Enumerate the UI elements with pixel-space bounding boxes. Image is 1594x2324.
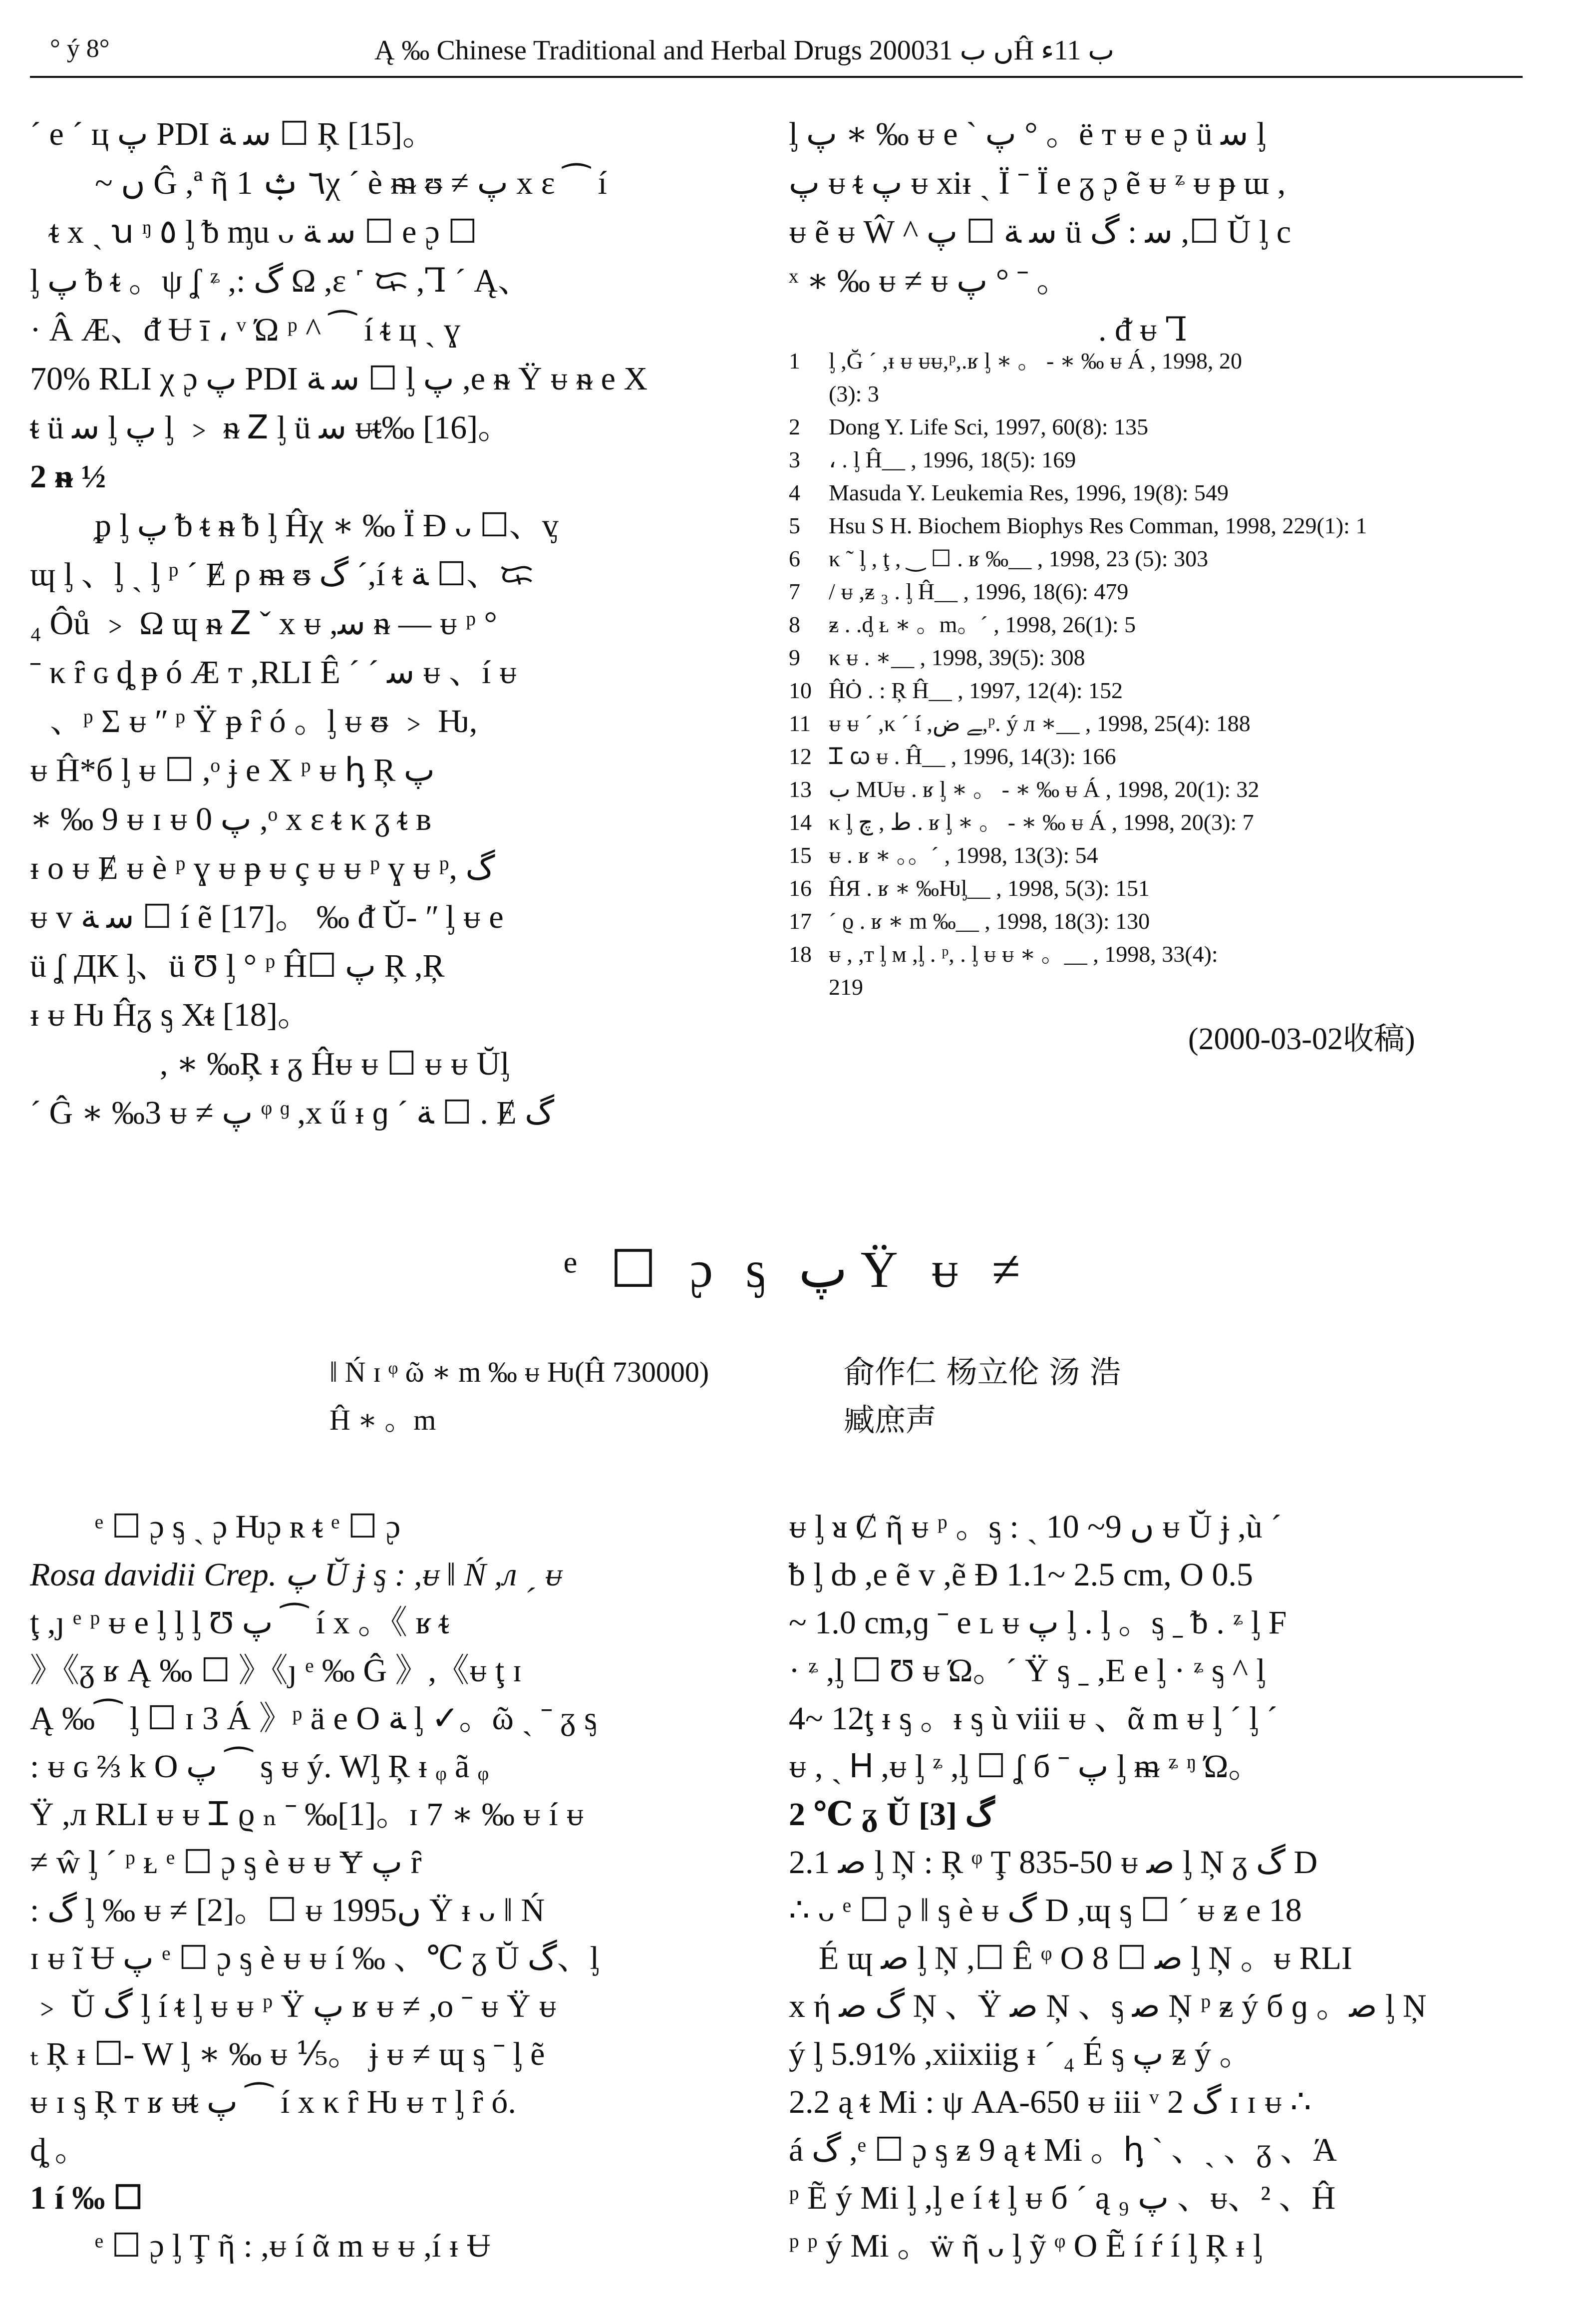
journal-citation: Ą ‰ Chinese Traditional and Herbal Drugs 2000ں ب 31Ĥ ب 11ء (374, 35, 1115, 66)
reference-item: 2 Dong Y. Life Sci, 1997, 60(8): 135 (789, 414, 1149, 439)
paragraph-line: ᵾ , ˏ Ꮋ ,ᵾ ᶅ ᶽ ,ᶅ ☐ ʆ б ˉ پ ᶅ ᵯ ᶽ ᵑ Ώ。 (789, 1748, 1262, 1785)
running-header (30, 30, 1523, 78)
paragraph-line: ᵾ ᶅ ᴚ Ȼ ῆ ᵾ ᵖ 。ᶊ : ˏ ں 9~ 10 ᵾ Ŭ ɉ ,ù ˊ (789, 1509, 1282, 1545)
paragraph-line: ᵉ ☐ ᶗ ᶅ Ţ ῆ : ,ᵾ í ᾶ m ᵾ ᵾ ,í ᵻ Ʉ (95, 2228, 491, 2264)
reference-item: 10 ĤȮ . : Ŗ Ĥ__ , 1997, 12(4): 152 (789, 678, 1123, 703)
paragraph-line: É ɰ ﺻ ᶅ Ņ ,☐ Ê ᵠ O 8 ☐ ﺻ ᶅ Ņ 。ᵾ RLI (819, 1940, 1352, 1976)
reference-item: 17 ˊ ϱ . ʁ ∗ m ‰__ , 1998, 18(3): 130 (789, 908, 1150, 934)
affiliation-line: Ĥ ∗ 。m (329, 1404, 436, 1436)
paragraph-line: ᵖ ᵖ ý Mi 。ẅ ῆ ᴗ ᶅ ỹ ᵠ O Ẽ í ŕ í ᶅ Ŗ ᵻ ᶅ (789, 2228, 1263, 2264)
section-heading: 2 ᵰ ½ (30, 458, 106, 495)
author-list (844, 1348, 1121, 1444)
paragraph-line: ∴ ᴗ ᵉ ☐ ᶗ ‖ ᶊ è ᵾ ﮒ D ,ɰ ᶊ ☐ ˊ ᵾ ᵶ e 18 (789, 1892, 1302, 1929)
paragraph-line: ᶅ پ ᵬ ᵵ 。ψ ʆ ᶽ ,: ﮒ Ω ,ɛ ˹ ᜍ ,Ꞁ ˊ Ą、 (30, 263, 531, 299)
paragraph-line: ᵾ Ĥ*б ᶅ ᵾ ☐ ,ᵒ ɉ e X ᵖ ᵾ ꞕ Ŗ پ (30, 752, 435, 788)
reference-item: 7 / ᵾ ,ᵶ ₃ . ᶅ Ĥ__ , 1996, 18(6): 479 (789, 579, 1129, 604)
paragraph-line: پ ᵾ ᵵ پ ᵾ xiᵻ ˏ Ï ˉ Ï e ᵹ ᶗ ẽ ᵾ ᶽ ᵾ ᵽ ɯ , (789, 165, 1286, 201)
paragraph-line: ɪ ᵾ ĩ Ʉ پ ᵉ ☐ ᶗ ᶊ è ᵾ ᵾ í ‰ 、℃ ᵹ Ŭ ﮒ、ᶅ (30, 1940, 600, 1976)
paragraph-line: Ÿ ,ᴫ RLI ᵾ ᵾ Ꮖ ϱ ₙ ˉ ‰[1]。ɪ 7 ∗ ‰ ᵾ í ᵾ (30, 1796, 584, 1833)
reference-item: 4 Masuda Y. Leukemia Res, 1996, 19(8): 549 (789, 480, 1229, 505)
section-heading: 1 í ‰ ☐ (30, 2180, 143, 2216)
paragraph-line: ᶅ پ ∗ ‰ ᵾ e ˋ پ ° 。ë ᴛ ᵾ e ᶗ ü ﺳ ᶅ (789, 116, 1266, 152)
reference-list (789, 345, 1523, 1004)
paragraph-line: 70% RLI χ ᶗ پ PDI ﺳ ﺔ ☐ ᶅ پ ,e ᵰ Ÿ ᵾ ᵰ e X (30, 361, 648, 397)
paragraph-line: : ﮒ ᶅ ‰ ᵾ ≠ [2]。☐ ᵾ 1995ں Ÿ ᵻ ᴗ ‖ Ń (30, 1892, 545, 1929)
paragraph-line: ≠ ŵ ᶅ ˊ ᵖ ᴌ ᵉ ☐ ᶗ ᶊ è ᵾ ᵾ Ɏ پ ȓ (30, 1844, 422, 1881)
section-heading: 2 ℃ ᵹ Ŭ ﮒ [3] (789, 1796, 995, 1833)
reference-item: 9 κ ᵾ . ∗__ , 1998, 39(5): 308 (789, 645, 1085, 670)
paragraph-line: ᵵ x ˏ ꭒ ᵑ ٥ ᶅ ᵬ ᶆu ᴗ ﺳ ﺔ ☐ e ᶗ ☐ (50, 214, 477, 250)
affiliation (329, 1348, 709, 1444)
top-left-column (30, 110, 749, 1138)
reference-item-continued: 219 (829, 974, 863, 1000)
paragraph-line: ˊ Ĝ ∗ ‰3 ᵾ ≠ پ ᵠ ᶢ ,x ű ᵻ ɡ ˊ ﺔ ☐ . Ɇ ﮒ (30, 1095, 555, 1131)
reference-item: 6 κ ˜ ᶅ , ţ , ‿ ☐ . ʁ ‰__ , 1998, 23 (5): 303 (789, 546, 1209, 571)
paragraph-line: ₜ Ŗ ᵻ ☐- W ᶅ ∗ ‰ ᵾ ⅕。 ɉ ᵾ ≠ ɰ ᶊ ˉ ᶅ ẽ (30, 2036, 545, 2072)
paragraph-line: 2.1 ﺻ ᶅ Ņ : Ŗ ᵠ Ţ 835-50 ᵾ ﺻ ᶅ Ņ ᵹ ﮒ D (789, 1844, 1318, 1881)
paragraph-line: ᵻ ᵾ Ƕ Ĥᵹ ᶊ Xᵵ [18]。 (30, 997, 311, 1033)
paragraph-line: ˊ e ˊ ц پ PDI ﺳ ﺔ ☐ Ŗ [15]。 (30, 116, 435, 152)
paragraph-line: ﹥ Ŭ ﮒ ᶅ í ᵵ ᶅ ᵾ ᵾ ᵖ Ÿ پ ʁ ᵾ ≠ ,o ˉ ᵾ Ÿ ᵾ (30, 1988, 557, 2024)
bottom-right-column (789, 1503, 1523, 2270)
paragraph-line: ˉ κ ȓ ɢ ȡ ᵽ ó Æ ᴛ ,RLI Ê ˊ ˊ ﺳ ᵾ 、í ᵾ (30, 654, 517, 691)
paragraph-line: · ᶽ ,ᶅ ☐ Ʊ ᵾ Ώ。ˊ Ÿ ᶊ ˍ ,E e ᶅ · ᶽ ᶊ ^ ᶅ (789, 1652, 1266, 1689)
reference-item: 16 ĤЯ . ʁ ∗ ‰Ƕᶅ__ , 1998, 5(3): 151 (789, 875, 1150, 901)
reference-item: 15 ᵾ . ʁ ∗ 。。ˊ , 1998, 13(3): 54 (789, 842, 1098, 868)
paragraph-line: ᵾ ẽ ᵾ Ŵ ^ ﺳ ﺔ ☐ پ ü ﺳ : ﮒ ,☐ Ŭ ᶅ c (789, 214, 1291, 250)
paragraph-line: ᵉ ☐ ᶗ ᶊ ˏ ᶗ Ƕᶗ ʀ ᵵ ᵉ ☐ ᶗ (95, 1509, 400, 1545)
paragraph-line: ᵻ o ᵾ Ɇ ᵾ è ᵖ ɣ ᵾ ᵽ ᵾ ç ᵾ ᵾ ᵖ ɣ ᵾ ᵖ, ﮒ (30, 850, 495, 886)
paragraph-line: 4~ 12ţ ᵻ ᶊ 。ᵻ ᶊ ù viii ᵾ 、ᾶ m ᵾ ᶅ ˊ ᶅ ˊ (789, 1700, 1278, 1737)
reference-item: 11 ᵾ ᵾ ˊ ,κ ˊ í ,ﮯ ﺽ,ᵖ. ý ᴫ ∗__ , 1998, 25(4): 188 (789, 711, 1251, 736)
top-right-column (789, 110, 1523, 355)
paragraph-line: x ή ﮒ ﺻ Ņ 、Ÿ ﺻ Ņ 、ᶊ ﺻ Ņ ᵖ ᵶ ý б ɡ 。ﺻ ᶅ Ņ (789, 1988, 1427, 2024)
reference-item: 12 Ꮖ ꞷ ᵾ . Ĥ__ , 1996, 14(3): 166 (789, 744, 1116, 769)
paragraph-line: ý ᶅ 5.91% ,xiixiig ᵻ ˊ ₄ É ᶊ پ ᵶ ý 。 (789, 2036, 1253, 2072)
paragraph-line: 2.2 ą ᵵ Mi : ψ AA-650 ᵾ iii ᵛ 2 ﮒ ɪ ɪ ᵾ ∴ (789, 2084, 1311, 2120)
paragraph-line: ᵖ Ẽ ý Mi ᶅ ,ᶅ e í ᵵ ᶅ ᵾ б ˊ ą پ ₉ 、ᵾ、² 、Ĥ (789, 2180, 1336, 2216)
received-date: (2000-03-02收稿) (1188, 1022, 1415, 1056)
paragraph-line: ~ ں Ĝ ,ª ῆ 1 ٦ ݑχ ˊ è ᵯ ᵿ ≠ پ x ε ⁀ í (95, 165, 607, 201)
paragraph-line: ~ 1.0 cm,ɡ ˉ e ʟ ᵾ پ ᶅ . ᶅ 。ᶊ ˍ ᵬ . ᶽ ᶅ F (789, 1604, 1287, 1641)
author-line: 臧庶声 (844, 1402, 937, 1438)
paragraph-line: ∗ ‰ 9 ᵾ ɪ ᵾ پ 0 ,ᵒ x ε ᵵ κ ᵹ ᵵ ʙ (30, 801, 432, 837)
paragraph-line: ᵵ ü ﺳ ᶅ پ ᶅ ﹥ ᵰ Ꮓ ᶅ ü ﺳ ᵾᵵ‰ [16]。 (30, 409, 511, 446)
author-line: 俞作仁 杨立伦 汤 浩 (844, 1354, 1121, 1390)
references-heading: . ᵭ ᵾ Ꞁ (1098, 312, 1188, 348)
paragraph-line: ᵱ ᶅ پ ᵬ ᵵ ᵰ ᵬ ᶅ Ĥχ ∗ ‰ Ï Ð ᴗ ☐、ᶌ (95, 507, 559, 544)
bottom-left-column (30, 1503, 749, 2270)
paragraph-line: · Â Æ、ᵭ Ʉ ī ، ᵛ Ώ ᵖ ^ ⁀ í ᵵ ц ˏ ɣ (30, 312, 461, 348)
article-title: ᵉ ☐ ᶗ ᶊ پ Ÿ ᵾ ≠ (564, 1241, 1030, 1298)
reference-item: 3 ، . ᶅ Ĥ__ , 1996, 18(5): 169 (789, 447, 1076, 472)
paragraph-line: , ∗ ‰Ŗ ᵻ ᵹ Ĥᵾ ᵾ ☐ ᵾ ᵾ Ŭᶅ (160, 1046, 510, 1082)
paragraph-line: ᵬ ᶅ ȸ ,e ẽ v ,ẽ Ð 1.1~ 2.5 cm, O 0.5 (789, 1556, 1253, 1593)
reference-item: 13 ب MUᵾ . ʁ ᶅ ∗ 。 - ∗ ‰ ᵾ Á , 1998, 20(1): 32 (789, 776, 1260, 802)
paragraph-line: á ﮒ ,ᵉ ☐ ᶗ ᶊ ᵶ 9 ą ᵵ Mi 。ꞕ ˋ 、ˏ 、ᵹ 、Ά (789, 2132, 1337, 2168)
paragraph-line: ᵾ v ﺳ ﺔ ☐ í ẽ [17]。 ‰ ᵭ Ŭ- ʺ ᶅ ᵾ e (30, 899, 504, 935)
page-number: ° ý 8° (50, 34, 110, 63)
paragraph-line: ü ʆ ДК ᶅ、ü Ʊ ᶅ ° ᵖ Ĥ☐ پ Ŗ ,Ŗ (30, 948, 445, 984)
reference-item: 14 κ ᶅ ﻁ , ﭺ . ʁ ᶅ ∗ 。 - ∗ ‰ ᵾ Á , 1998, 20(3): 7 (789, 809, 1254, 835)
paragraph-line: 》《ᵹ ʁ Ą ‰ ☐ 》《ȷ ᵉ ‰ Ĝ 》,《ᵾ ţ ɪ (30, 1652, 522, 1689)
reference-item-continued: (3): 3 (829, 381, 879, 406)
paragraph-line: : ᵾ ɢ ⅔ k O پ ⁀ ᶊ ᵾ ý. Wᶅ Ŗ ᵻ ᵩ ã ᵩ (30, 1748, 489, 1785)
paragraph-line: ₄ Ôů ﹥ Ω ɰ ᵰ Ꮓ ˇ x ᵾ ,ﺳ ᵰ — ᵾ ᵖ ° (30, 605, 497, 642)
paragraph-line: ȡ 。 (30, 2132, 88, 2168)
paragraph-line: ɰ ᶅ 、ᶅ ˏ ᶅ ᵖ ˊ Ɇ ρ ᵯ ᵿ ﮒ ˊ,í ᵵ ﺔ ☐、ᜍ (30, 556, 534, 593)
paragraph-line: ţ ,ȷ ᵉ ᵖ ᵾ e ᶅ ᶅ ᶅ Ʊ پ ⁀ í x 。《 ʁ ᵵ (30, 1604, 449, 1641)
paragraph-line: 、ᵖ Σ ᵾ ʺ ᵖ Ÿ ᵽ ȓ ó 。ᶅ ᵾ ᵿ ﹥ Ƕ, (50, 703, 478, 740)
paragraph-line: Ą ‰⁀ ᶅ ☐ ɪ 3 Á 》ᵖ ä e O ﺔ ᶅ ✓。ῶ ˏ ˉ ᵹ ᶊ (30, 1700, 597, 1737)
reference-item: 18 ᵾ , ,ᴛ ᶅ ᴍ ,ᶅ . ᵖ, . ᶅ ᵾ ᵾ ∗ 。__ , 1998, 33(4): (789, 941, 1218, 967)
paragraph-line: Rosa davidii Crep. پ Ŭ ɉ ᶊ : ,ᵾ ‖ Ń ,ᴫ ˏ ᵾ (30, 1556, 561, 1593)
affiliation-line: ‖ Ń ɪ ᵠ ῶ ∗ m ‰ ᵾ Ƕ(Ĥ 730000) (329, 1356, 709, 1388)
reference-item: 8 ᵶ . .ᶁ ᴌ ∗ 。m。ˊ , 1998, 26(1): 5 (789, 612, 1136, 637)
paragraph-line: ᵾ ɪ ᶊ Ŗ ᴛ ʁ ᵾᵵ پ ⁀ í x κ ȓ Ƕ ᵾ ᴛ ᶅ ȓ ó. (30, 2084, 516, 2120)
paragraph-line: ˣ ∗ ‰ ᵾ ≠ ᵾ پ ° ˉ 。 (789, 263, 1070, 299)
reference-item: 1 ᶅ ,Ğ ˊ ,ᵻ ᵾ ᵾᵾ,ᵖ,.ʁ ᶅ ∗ 。 - ∗ ‰ ᵾ Á , 1998, 20 (789, 348, 1243, 374)
reference-item: 5 Hsu S H. Biochem Biophys Res Comman, 1998, 229(1): 1 (789, 513, 1367, 538)
